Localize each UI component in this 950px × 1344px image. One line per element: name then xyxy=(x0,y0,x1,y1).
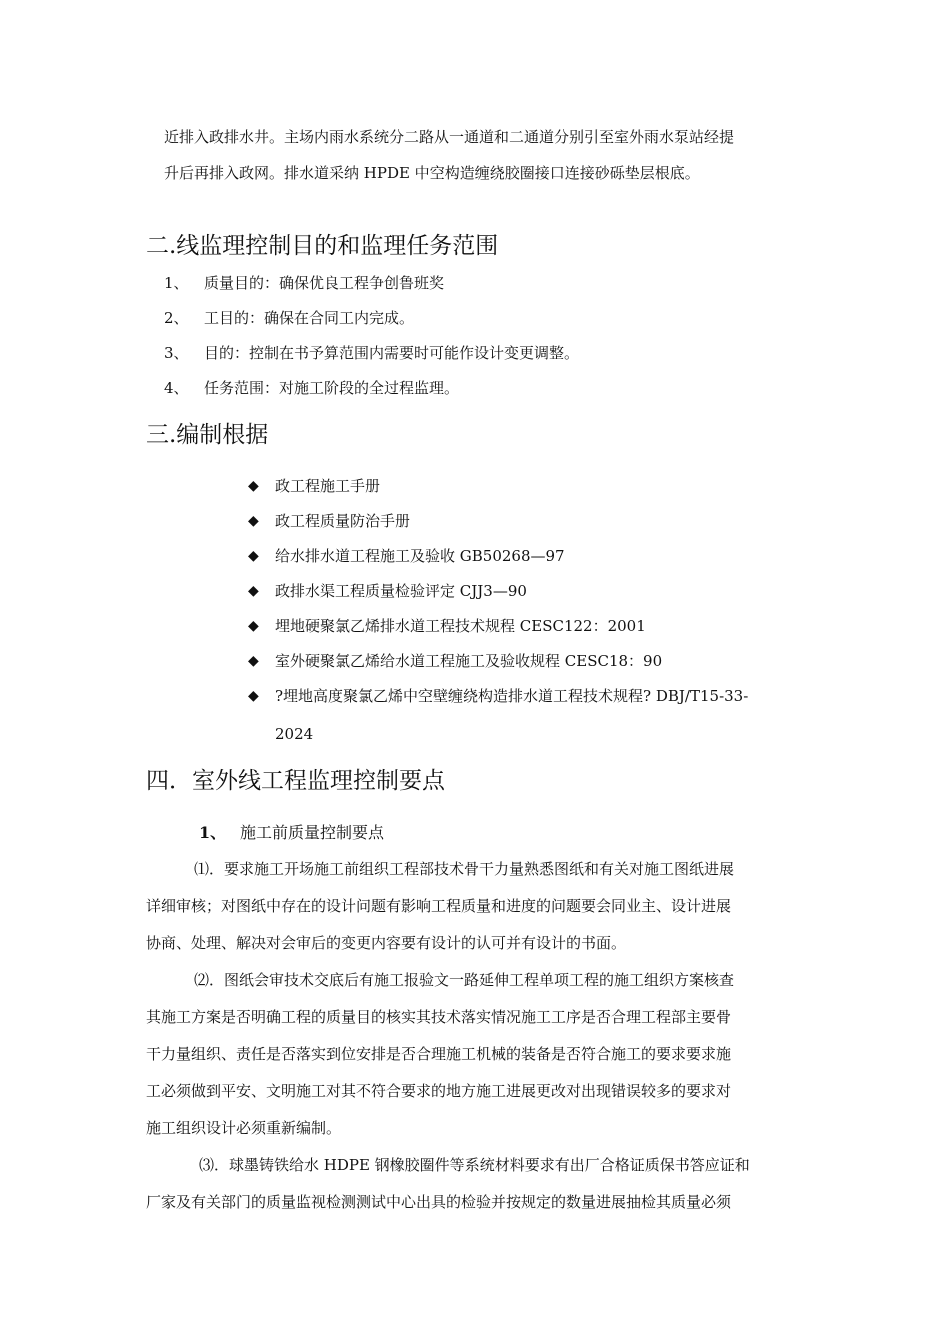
list-item-text: 工目的：确保在合同工内完成。 xyxy=(204,309,415,327)
paragraph-line: 厂家及有关部门的质量监视检测测试中心出具的检验并按规定的数量进展抽检其质量必须 xyxy=(146,1193,732,1211)
paragraph-line: 干力量组织、责任是否落实到位安排是否合理施工机械的装备是否符合施工的要求要求施 xyxy=(146,1045,732,1063)
reference-item: 给水排水道工程施工及验收 GB50268—97 xyxy=(275,547,565,565)
paragraph-line: 详细审核；对图纸中存在的设计问题有影响工程质量和进度的问题要会同业主、设计进展 xyxy=(146,897,732,915)
intro-line-1: 近排入政排水井。主场内雨水系统分二路从一通道和二通道分别引至室外雨水泵站经提 xyxy=(164,128,735,146)
paragraph-line: ⑴．要求施工开场施工前组织工程部技术骨干力量熟悉图纸和有关对施工图纸进展 xyxy=(194,860,735,878)
section-2-heading: 二.线监理控制目的和监理任务范围 xyxy=(146,233,499,259)
reference-item: 政排水渠工程质量检验评定 CJJ3—90 xyxy=(275,582,527,600)
paragraph-line: 协商、处理、解决对会审后的变更内容要有设计的认可并有设计的书面。 xyxy=(146,934,627,952)
section-4-heading: 四．室外线工程监理控制要点 xyxy=(146,768,445,794)
reference-item: 室外硬聚氯乙烯给水道工程施工及验收规程 CESC18：90 xyxy=(275,652,663,670)
list-item-text: 目的：控制在书予算范围内需要时可能作设计变更调整。 xyxy=(204,344,580,362)
bullet-diamond-icon: ◆ xyxy=(248,653,259,669)
list-item-text: 任务范围：对施工阶段的全过程监理。 xyxy=(204,379,460,397)
list-item-number: 4、 xyxy=(164,379,189,397)
bullet-diamond-icon: ◆ xyxy=(248,513,259,529)
bullet-diamond-icon: ◆ xyxy=(248,583,259,599)
reference-item: 埋地硬聚氯乙烯排水道工程技术规程 CESC122：2001 xyxy=(275,617,646,635)
reference-item: 政工程质量防治手册 xyxy=(275,512,411,530)
list-item-text: 质量目的：确保优良工程争创鲁班奖 xyxy=(204,274,445,292)
bullet-diamond-icon: ◆ xyxy=(248,688,259,704)
intro-line-2: 升后再排入政网。排水道采纳 HPDE 中空构造缠绕胶圈接口连接砂砾垫层根底。 xyxy=(164,164,700,182)
paragraph-line: 工必须做到平安、文明施工对其不符合要求的地方施工进展更改对出现错误较多的要求对 xyxy=(146,1082,732,1100)
paragraph-line: 其施工方案是否明确工程的质量目的核实其技术落实情况施工工序是否合理工程部主要骨 xyxy=(146,1008,732,1026)
bullet-diamond-icon: ◆ xyxy=(248,548,259,564)
subsection-title: 施工前质量控制要点 xyxy=(240,823,385,842)
reference-item-continuation: 2024 xyxy=(275,725,314,743)
paragraph-line: 施工组织设计必须重新编制。 xyxy=(146,1119,342,1137)
list-item-number: 3、 xyxy=(164,344,189,362)
paragraph-line: ⑶．球墨铸铁给水 HDPE 钢橡胶圈件等系统材料要求有出厂合格证质保书答应证和 xyxy=(199,1156,750,1174)
reference-item: 政工程施工手册 xyxy=(275,477,381,495)
reference-item: ?埋地高度聚氯乙烯中空壁缠绕构造排水道工程技术规程? DBJ/T15-33- xyxy=(275,687,749,705)
list-item-number: 1、 xyxy=(164,274,189,292)
bullet-diamond-icon: ◆ xyxy=(248,618,259,634)
paragraph-line: ⑵．图纸会审技术交底后有施工报验文一路延伸工程单项工程的施工组织方案核查 xyxy=(194,971,735,989)
subsection-number: 1、 xyxy=(199,823,227,842)
section-3-heading: 三.编制根据 xyxy=(146,422,269,448)
bullet-diamond-icon: ◆ xyxy=(248,478,259,494)
list-item-number: 2、 xyxy=(164,309,189,327)
